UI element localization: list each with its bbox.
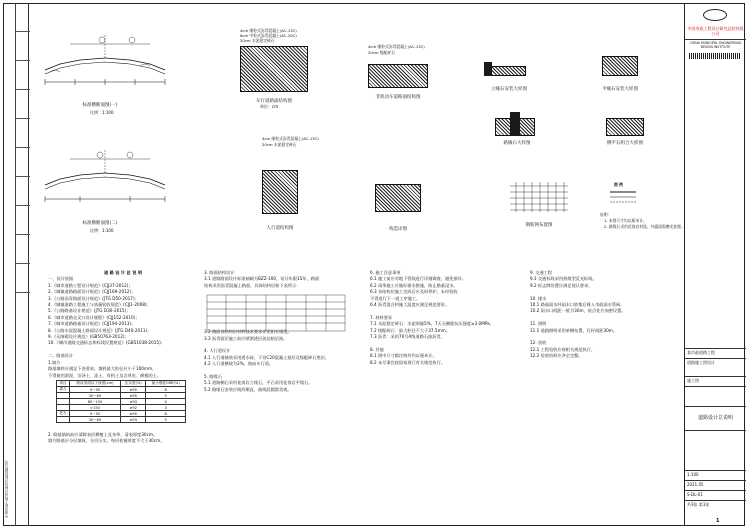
detail-small-caption: 构造详图	[389, 227, 407, 232]
cross-section-2-caption: 标准横断面图(二)	[82, 221, 118, 226]
left-strip-text: 中国市政工程设计研究总院有限公司	[4, 460, 8, 518]
project-name: 某市政道路工程	[685, 348, 746, 358]
cross-section-1-scale: 比例：1:100	[90, 110, 114, 115]
title-block	[684, 3, 745, 526]
note-line: 填方路基应分层填筑、分层压实，每层松铺厚度不大于30cm。	[48, 438, 165, 444]
note-line: 8.1 图中尺寸除注明外均以厘米计。	[370, 353, 437, 359]
table-cell: ≥95	[120, 411, 145, 417]
note-line: 2. 路基填筑前应清除表层耕植土及杂草，清表厚度30cm。	[48, 432, 158, 437]
legend-title: 图 例	[614, 182, 623, 187]
note-line: 7.1 水泥稳定碎石：水泥剂量5%，7天无侧限抗压强度≥3.0MPa。	[370, 321, 494, 327]
table-cell: 30~80	[69, 393, 120, 399]
note-line: 6.3 各结构层施工完成后应及时养护，未经验收	[370, 289, 458, 295]
note-line: 10.《城市道路交通标志和标线设置规范》(GB51038-2015)；	[48, 340, 165, 346]
curb-2-block	[602, 56, 638, 76]
note-line: 12.1 工程验收应按相关规范执行。	[530, 346, 596, 352]
note-line: 6.1 施工前应对地下管线进行详细调查，避免损坏。	[370, 276, 466, 282]
table-header-cell: 压实度(%)	[120, 381, 145, 387]
note-line: 6.《城市道路交叉口设计规程》(CJJ152-2010)；	[48, 314, 140, 320]
detail-small-block	[375, 184, 421, 212]
drawing-title: 道路设计总说明	[685, 406, 746, 430]
note-line: 8.《公路水泥混凝土路面设计规范》(JTG D40-2011)；	[48, 327, 152, 333]
note-line: 1.《城市道路工程设计规范》(CJJ37-2012)；	[48, 282, 133, 288]
notes-column-1-tail	[48, 432, 198, 445]
pavement-a-layer-2: 6cm 中粒式沥青混凝土(AC-20C)	[240, 33, 297, 38]
table-cell: 5	[146, 393, 186, 399]
sidewalk-block	[262, 170, 298, 214]
notes-column-3	[370, 270, 520, 366]
pavement-b-caption: 非机动车道路面结构图	[375, 95, 421, 100]
curb-3-stone	[510, 112, 520, 136]
pavement-a-unit: 单位：cm	[260, 104, 279, 109]
table-cell: 填方	[57, 387, 70, 393]
signature-area	[685, 430, 746, 470]
sidewalk-caption: 人行道结构图	[266, 226, 294, 231]
pavement-a-layer-1: 4cm 细粒式沥青混凝土(AC-13C)	[240, 28, 297, 33]
company-logo-icon	[703, 9, 727, 21]
table-cell: 30~80	[69, 417, 120, 423]
note-line: 9.《无障碍设计规范》(GB50763-2012)；	[48, 334, 129, 340]
note-line: 不得使用淤泥、沼泽土、冻土、有机土及含草皮、树根的土。	[48, 372, 162, 378]
table-header-cell: 路床顶面以下深度(cm)	[69, 381, 120, 387]
notes-column-1	[48, 270, 198, 379]
table-cell: ≥95	[120, 387, 145, 393]
table-cell: 5	[146, 417, 186, 423]
table-header-cell: 最小强度CBR(%)	[146, 381, 186, 387]
curb-4-block	[606, 118, 644, 136]
legend-note-3: 2. 路缘石采用花岗岩材质，外露面需磨光处理。	[604, 224, 685, 229]
cross-section-1-caption: 标准横断面图(一)	[82, 103, 118, 108]
note-line: 11.1 道路照明采用单侧布置，灯杆间距30m。	[530, 327, 618, 333]
note-line: 5. 路缘石	[204, 374, 222, 380]
drawing-number: S-DL-01	[685, 490, 746, 500]
table-cell: 80~150	[69, 399, 120, 405]
note-line: 7.2 级配碎石：最大粒径不大于37.5mm。	[370, 327, 450, 333]
note-line: 3. 路面结构设计	[204, 270, 235, 275]
note-line: 9.1 交通标线采用热熔型反光标线。	[530, 276, 597, 282]
note-line: 1.填方	[48, 359, 61, 365]
note-line: 7.3 沥青：采用70号A级道路石油沥青。	[370, 334, 445, 340]
drawing-title-cell	[685, 386, 746, 406]
title-hatch-band	[689, 53, 741, 59]
table-cell: 4	[146, 399, 186, 405]
sidewalk-layer-1: 4cm 细粒式沥青混凝土(AC-13C)	[262, 136, 319, 141]
pavement-structure-table	[206, 294, 346, 332]
pavement-b-layer-2: 20cm 级配碎石	[368, 50, 396, 55]
cross-section-1-view	[40, 30, 170, 100]
design-stage: 施工图	[685, 376, 746, 386]
note-line: 路基填料应满足下表要求，填料最大粒径应小于100mm，	[48, 366, 157, 372]
curb-3-caption: 路缘石大样图	[503, 141, 531, 146]
note-line: 6. 施工注意事项	[370, 270, 401, 275]
pavement-a-caption: 车行道路面结构图	[256, 99, 292, 104]
note-line: 4.1 人行道铺装采用透水砖，下设C20混凝土基层及级配碎石垫层。	[204, 354, 330, 360]
company-name-en: CHINA MUNICIPAL ENGINEERING DESIGN INSTITUTE	[685, 39, 746, 51]
curb-2-caption: 平缘石安装大样图	[602, 87, 638, 92]
table-cell: ≥93	[120, 417, 145, 423]
note-line: 9. 交通工程	[530, 270, 553, 275]
note-line: 4.2 人行道横坡为2%，坡向车行道。	[204, 361, 274, 367]
rebar-grid-caption: 钢筋网布置图	[525, 223, 553, 228]
curb-4-caption: 侧平石组合大样图	[607, 141, 643, 146]
note-line: 4.《城镇道路工程施工与质量验收规范》(CJJ1-2008)；	[48, 302, 151, 308]
note-line: 8. 其他	[370, 346, 384, 352]
legend-note-1: 说明：	[600, 212, 612, 217]
note-line: 3.2 路面各结构层材料技术要求详见相关规范。	[204, 329, 292, 335]
note-line: 8.2 未尽事宜按国家现行有关规范执行。	[370, 359, 445, 365]
table-cell: >150	[69, 405, 120, 411]
rebar-grid-view	[508, 176, 570, 216]
note-line: 一、设计依据	[48, 276, 74, 282]
page-number: 1	[716, 518, 720, 524]
pavement-a-block	[240, 46, 308, 92]
left-binding-strip	[3, 3, 29, 526]
pavement-a-layer-3: 20cm 水泥稳定碎石	[240, 38, 275, 43]
note-line: 10.2 雨水口间距一般为30m，低点处应加密设置。	[530, 308, 626, 314]
curb-1-caption: 立缘石安装大样图	[491, 87, 527, 92]
notes-title: 道 路 设 计 总 说 明	[103, 270, 143, 275]
note-line: 5.《公路路基设计规范》(JTG D30-2015)；	[48, 308, 131, 314]
note-line: 二、路基设计	[48, 353, 74, 359]
compaction-table	[56, 380, 186, 423]
note-line: 7.《城市道路路基设计规范》(CJJ194-2013)；	[48, 321, 136, 327]
curb-1-stone	[484, 62, 492, 76]
note-line: 7. 材料要求	[370, 314, 393, 320]
table-cell: ≥93	[120, 399, 145, 405]
cross-section-2-scale: 比例：1:100	[90, 228, 114, 233]
table-cell	[57, 417, 70, 423]
note-line: 10.1 路面雨水经雨水口收集后排入市政雨水管网。	[530, 302, 625, 308]
table-cell: 3	[146, 405, 186, 411]
pavement-b-block	[368, 64, 428, 88]
sidewalk-layer-2: 20cm 水泥稳定碎石	[262, 142, 297, 147]
note-line: 6.2 雨季施工应做好排水措施，防止路基浸水。	[370, 282, 458, 288]
table-row	[57, 417, 186, 423]
note-line: 10. 排水	[530, 295, 547, 301]
legend-note-2: 1. 本图尺寸均以厘米计。	[604, 218, 647, 223]
note-line: 9.2 标志牌设置应满足视认要求。	[530, 282, 593, 288]
cross-section-2-view	[40, 145, 170, 215]
note-line: 11. 照明	[530, 321, 547, 327]
table-cell: 0~30	[69, 387, 120, 393]
notes-column-4	[530, 270, 680, 360]
note-line: 12. 验收	[530, 340, 547, 346]
note-line: 12.2 验收资料应齐全完整。	[530, 353, 583, 359]
note-line: 3.3 沥青面层施工前应喷洒透层油及粘层油。	[204, 335, 288, 341]
note-line: 5.2 路缘石安装应线形顺直，曲线段圆滑美观。	[204, 386, 292, 392]
table-cell: 8	[146, 387, 186, 393]
note-line: 3.《公路沥青路面设计规范》(JTG D50-2017)；	[48, 295, 139, 301]
sheet-count: 共3张 第1张	[685, 500, 746, 514]
table-cell: 8	[146, 411, 186, 417]
date-cell: 2021.05	[685, 480, 746, 490]
pavement-b-layer-1: 4cm 细粒式沥青混凝土(AC-13C)	[368, 44, 425, 49]
note-line: 4. 人行道设计	[204, 348, 231, 354]
table-header-cell: 项目	[57, 381, 70, 387]
table-cell: ≥92	[120, 405, 145, 411]
sub-project-name: 道路施工图设计	[685, 358, 746, 376]
note-line: 6.4 沥青混合料施工温度应满足规范要求。	[370, 302, 450, 308]
note-line: 3.1 道路路面设计标准轴载为BZZ-100，设计年限15年，路面	[204, 276, 320, 282]
note-line: 5.1 道路侧石采用花岗岩立缘石，平石采用花岗岩平缘石。	[204, 380, 313, 386]
table-cell: 0~30	[69, 411, 120, 417]
company-name: 中国市政工程设计研究总院有限公司	[687, 26, 744, 36]
table-cell: 挖方	[57, 411, 70, 417]
left-strip-cells	[15, 3, 30, 526]
note-line: 2.《城镇道路路面设计规范》(CJJ169-2012)；	[48, 289, 136, 295]
scale-cell: 1:100	[685, 470, 746, 480]
legend-lines	[608, 188, 638, 206]
note-line: 结构采用沥青混凝土路面，具体结构层如下表所示：	[204, 282, 301, 288]
table-cell: ≥95	[120, 393, 145, 399]
note-line: 不得进行下一道工序施工。	[370, 295, 421, 301]
